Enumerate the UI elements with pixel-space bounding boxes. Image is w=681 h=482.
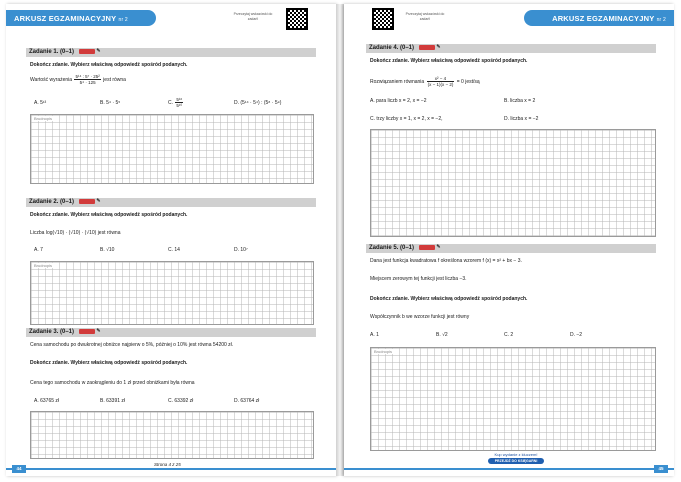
qr-code-icon[interactable] [286,8,308,30]
fraction [427,76,455,87]
task-stem-2: Cena tego samochodu w zaokrągleniu do 1 zł przed obniżkami była równa [30,380,195,386]
task-instruction: Dokończ zdanie. Wybierz właściwą odpowiedź spośród podanych. [30,62,188,68]
draft-grid[interactable] [370,129,656,237]
page-number: 44 [12,465,26,473]
option-a[interactable]: A. 7 [34,247,43,253]
stem-text: Rozwiązaniem równania [370,78,425,85]
option-a[interactable]: A. para liczb x = 2, x = −2 [370,98,427,104]
task-instruction: Dokończ zdanie. Wybierz właściwą odpowiedź spośród podanych. [30,212,188,218]
option-a[interactable]: A. 1 [370,332,379,338]
qr-note: Przeczytaj wskazówki do zadań! [233,12,273,21]
option-b[interactable]: B. √10 [100,247,115,253]
option-c[interactable] [168,97,184,108]
footer-line [6,468,336,470]
task-instruction: Dokończ zdanie. Wybierz właściwą odpowiedź spośród podanych. [370,296,528,302]
badge-icon [419,245,435,250]
fraction-denominator: 5⁴ · 125 [79,80,96,85]
fraction [74,74,100,85]
pencil-icon: ✎ [96,328,101,334]
task-2-header [26,198,316,207]
option-c[interactable]: C. 63392 zł [168,398,194,404]
qr-code-icon[interactable] [372,8,394,30]
shop-button[interactable]: PRZEJDŹ DO KSIĘGARNI [488,458,544,464]
task-3-header [26,328,316,337]
option-a[interactable]: A. 63765 zł [34,398,60,404]
option-a[interactable]: A. 5¹³ [34,100,47,106]
promo [486,452,546,464]
fraction [175,97,183,108]
draft-grid[interactable] [370,347,656,451]
draft-grid[interactable] [30,114,314,184]
task-instruction: Dokończ zdanie. Wybierz właściwą odpowiedź spośród podanych. [370,58,528,64]
task-title: Zadanie 5. (0–1) [369,245,415,252]
fraction-denominator: 5¹⁰ [176,103,183,108]
header-bar [524,10,674,26]
badge-icon [79,329,95,334]
option-c[interactable]: C. 14 [168,247,180,253]
badge-icon [79,199,95,204]
header-title: ARKUSZ EGZAMINACYJNY [14,14,117,23]
pencil-icon: ✎ [96,198,101,204]
badge-icon [419,45,435,50]
grid-label: Brudnopis [34,263,53,268]
page-count: Strona 4 z 25 [154,462,181,467]
task-stem [370,76,480,87]
fraction-numerator: x² − 4 [427,76,455,82]
task-stem [30,74,126,85]
option-c-label: C. [168,99,173,106]
task-4-header [366,44,656,53]
book-gutter [336,4,344,476]
option-b[interactable]: B. 5⁴ · 5⁵ [100,100,121,106]
task-title: Zadanie 1. (0–1) [29,49,75,56]
task-stem: Dana jest funkcja kwadratowa f określona wzorem f (x) = x² + bx − 3. [370,258,522,264]
badge-icon [79,49,95,54]
draft-grid[interactable] [30,411,314,459]
pencil-icon: ✎ [96,48,101,54]
task-stem-2: Miejscem zerowym tej funkcji jest liczba −3. [370,276,467,282]
pencil-icon: ✎ [436,244,441,250]
task-stem: Cena samochodu po dwukrotnej obniżce najpierw o 5%, później o 10% jest równa 54200 zł. [30,342,234,348]
pencil-icon: ✎ [436,44,441,50]
header-number: nr 2 [118,17,128,23]
stem-text: Wartość wyrażenia [30,76,73,83]
task-title: Zadanie 3. (0–1) [29,329,75,336]
option-b[interactable]: B. liczba x = 2 [504,98,536,104]
option-b[interactable]: B. √2 [436,332,448,338]
task-5-header [366,244,656,253]
option-c[interactable]: C. trzy liczby x = 1, x = 2, x = −2, [370,116,443,122]
promo-text: Kup wydanie z kluczem! [494,452,538,457]
grid-label: Brudnopis [374,349,393,354]
task-title: Zadanie 4. (0–1) [369,45,415,52]
page-number: 45 [654,465,668,473]
footer-line [344,468,674,470]
task-instruction: Dokończ zdanie. Wybierz właściwą odpowiedź spośród podanych. [30,360,188,366]
task-stem: Liczba log(√10) · (√10) · (√10) jest równa [30,230,121,236]
option-d[interactable]: D. liczba x = −2 [504,116,539,122]
stem-end: = 0 jest/są [456,78,480,85]
fraction-numerator: 5¹⁶ [176,97,183,102]
grid-label: Brudnopis [34,116,53,121]
fraction-denominator: (x − 1)(x − 2) [427,82,454,87]
option-d[interactable]: D. 63764 zł [234,398,260,404]
option-b[interactable]: B. 63391 zł [100,398,126,404]
draft-grid[interactable] [30,261,314,325]
left-page [6,4,336,476]
right-page [344,4,674,476]
option-d[interactable]: D. (5¹⁴ · 5⁴) : (5⁸ · 5⁹) [234,100,282,106]
option-c[interactable]: C. 2 [504,332,514,338]
task-stem-3: Współczynnik b we wzorze funkcji jest równy [370,314,470,320]
header-title: ARKUSZ EGZAMINACYJNY [552,14,655,23]
option-d[interactable]: D. 10⁷ [234,247,248,253]
task-1-header [26,48,316,57]
qr-note: Przeczytaj wskazówki do zadań! [405,12,445,21]
fraction-numerator: 5¹⁴ : 5⁷ · 25² [75,74,100,79]
task-title: Zadanie 2. (0–1) [29,199,75,206]
option-d[interactable]: D. −2 [570,332,583,338]
stem-end: jest równa [103,76,126,83]
header-bar [6,10,156,26]
header-number: nr 2 [656,17,666,23]
